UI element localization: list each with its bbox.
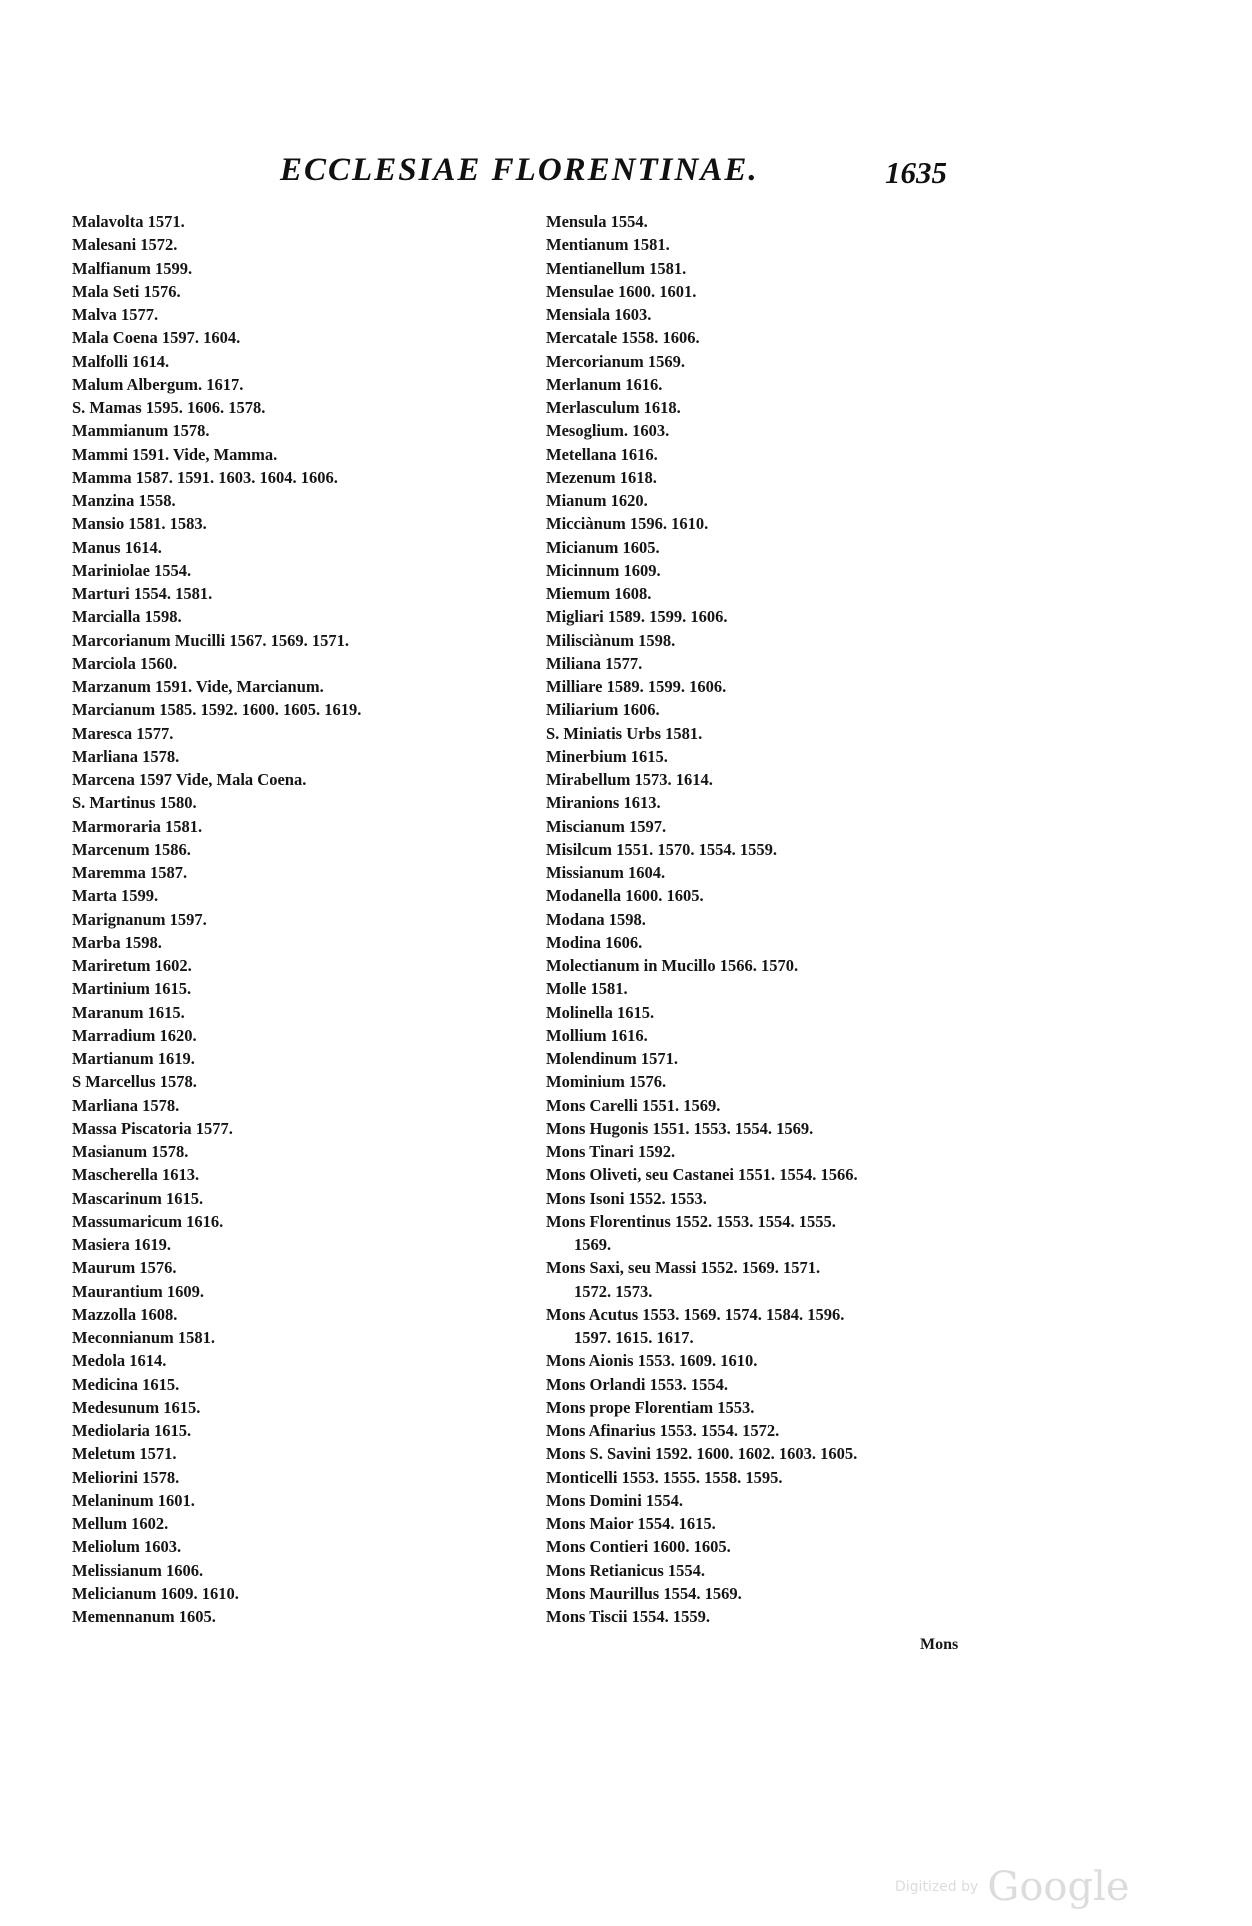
index-entry: Marzanum 1591. Vide, Marcianum. [72, 677, 324, 696]
index-entry: Mianum 1620. [546, 491, 648, 510]
index-entry: S. Mamas 1595. 1606. 1578. [72, 398, 266, 417]
index-entry: Mons S. Savini 1592. 1600. 1602. 1603. 1605. [546, 1444, 858, 1464]
index-entry: S Marcellus 1578. [72, 1072, 197, 1092]
index-entry: Malfolli 1614. [72, 351, 170, 371]
index-entry: Mammianum 1578. [72, 421, 210, 441]
index-entry: Marmoraria 1581. [72, 816, 203, 836]
index-entry: Malfianum 1599. [72, 258, 193, 278]
index-entry: Masiera 1619. [72, 1235, 171, 1254]
index-entry: S. Miniatis Urbs 1581. [546, 723, 703, 743]
index-entry: Marturi 1554. 1581. [72, 584, 213, 603]
index-entry: Milliare 1589. 1599. 1606. [546, 677, 727, 696]
index-entry: Merlanum 1616. [546, 374, 663, 394]
index-entry: Maranum 1615. [72, 1002, 185, 1022]
index-entry: Maremma 1587. [72, 863, 188, 882]
index-entry: Maurum 1576. [72, 1258, 177, 1278]
index-entry: Micciànum 1596. 1610. [546, 514, 709, 534]
index-entry: Maresca 1577. [72, 723, 174, 743]
index-entry: Mentianum 1581. [546, 235, 670, 255]
index-entry: Maurantium 1609. [72, 1281, 204, 1301]
index-entry: Mariretum 1602. [72, 956, 192, 975]
index-entry: Mons Acutus 1553. 1569. 1574. 1584. 1596. [546, 1304, 845, 1324]
index-entry: Massumaricum 1616. [72, 1211, 224, 1231]
index-entry: Martinium 1615. [72, 979, 192, 999]
index-entry: Massa Piscatoria 1577. [72, 1118, 233, 1138]
index-entry: Modana 1598. [546, 909, 646, 929]
index-entry: Mesoglium. 1603. [546, 421, 670, 441]
index-entry: Marignanum 1597. [72, 909, 207, 929]
index-entry: Molle 1581. [546, 979, 628, 999]
index-entry: Molectianum in Mucillo 1566. 1570. [546, 956, 799, 975]
index-entry: Mammi 1591. Vide, Mamma. [72, 444, 278, 464]
index-entry: Malavolta 1571. [72, 212, 185, 231]
index-entry: Memennanum 1605. [72, 1607, 216, 1626]
index-entry: Mons Saxi, seu Massi 1552. 1569. 1571. [546, 1258, 821, 1278]
index-entry: Monticelli 1553. 1555. 1558. 1595. [546, 1467, 783, 1487]
index-entry: Manzina 1558. [72, 491, 176, 510]
index-entry: Manus 1614. [72, 537, 162, 557]
index-entry: Mellum 1602. [72, 1514, 169, 1533]
index-entry: Mons Oliveti, seu Castanei 1551. 1554. 1566. [546, 1165, 858, 1185]
index-entry: Marliana 1578. [72, 746, 180, 766]
index-entry: Miliana 1577. [546, 653, 643, 673]
index-entry: Mons prope Florentiam 1553. [546, 1397, 755, 1417]
page-number: 1635 [885, 155, 947, 190]
index-entry: Mansio 1581. 1583. [72, 514, 207, 534]
index-entry: 1569. [574, 1235, 612, 1254]
index-entry: Malum Albergum. 1617. [72, 374, 244, 394]
index-entry: Meletum 1571. [72, 1444, 177, 1464]
index-entry: Mamma 1587. 1591. 1603. 1604. 1606. [72, 467, 338, 487]
index-entry: Misilcum 1551. 1570. 1554. 1559. [546, 839, 777, 859]
index-entry: Mediolaria 1615. [72, 1421, 192, 1440]
index-entry: Mollium 1616. [546, 1025, 648, 1045]
index-entry: Milisciànum 1598. [546, 630, 676, 650]
index-entry: Marciola 1560. [72, 653, 178, 673]
index-entry: Melaninum 1601. [72, 1490, 195, 1510]
index-entry: Martianum 1619. [72, 1049, 195, 1068]
index-entry: Migliari 1589. 1599. 1606. [546, 607, 728, 627]
index-entry: Metellana 1616. [546, 444, 658, 464]
index-entry: Mons Tinari 1592. [546, 1142, 676, 1161]
index-entry: Minerbium 1615. [546, 746, 668, 766]
index-entry: Mensula 1554. [546, 212, 648, 231]
index-entry: Melissianum 1606. [72, 1560, 204, 1580]
index-entry: Marradium 1620. [72, 1025, 197, 1045]
index-entry: Mascarinum 1615. [72, 1188, 204, 1208]
index-entry: Marcena 1597 Vide, Mala Coena. [72, 770, 307, 789]
index-entry: Mentianellum 1581. [546, 258, 687, 278]
index-entry: Mons Isoni 1552. 1553. [546, 1188, 707, 1208]
watermark-prefix: Digitized by [895, 1879, 979, 1895]
index-entry: Mercatale 1558. 1606. [546, 328, 700, 348]
index-entry: Meconnianum 1581. [72, 1328, 216, 1347]
index-entry: Mons Tiscii 1554. 1559. [546, 1607, 710, 1626]
index-entry: Marta 1599. [72, 886, 159, 906]
right-column [546, 210, 1006, 1628]
index-entry: Marcenum 1586. [72, 839, 191, 859]
index-entry: Merlasculum 1618. [546, 398, 681, 417]
index-entry: Mons Hugonis 1551. 1553. 1554. 1569. [546, 1118, 814, 1138]
index-entry: Malva 1577. [72, 305, 159, 324]
index-entry: S. Martinus 1580. [72, 793, 197, 813]
index-entry: Mensiala 1603. [546, 305, 652, 324]
index-entry: Mensulae 1600. 1601. [546, 281, 697, 301]
index-entry: Mezenum 1618. [546, 467, 657, 487]
index-entry: Melicianum 1609. 1610. [72, 1583, 239, 1603]
index-entry: Micianum 1605. [546, 537, 660, 557]
index-entry: Marba 1598. [72, 932, 162, 952]
index-entry: Medesunum 1615. [72, 1397, 201, 1417]
index-entry: Miscianum 1597. [546, 816, 667, 836]
digitized-watermark [895, 1864, 1130, 1910]
index-entry: Mercorianum 1569. [546, 351, 686, 371]
index-entry: Mala Coena 1597. 1604. [72, 328, 241, 348]
index-entry: Mons Aionis 1553. 1609. 1610. [546, 1351, 758, 1371]
index-entry: Mariniolae 1554. [72, 560, 192, 580]
index-entry: Mominium 1576. [546, 1072, 667, 1092]
index-entry: Mazzolla 1608. [72, 1304, 178, 1324]
index-entry: Medicina 1615. [72, 1374, 180, 1394]
catchword: Mons [920, 1636, 959, 1653]
index-entry: Modanella 1600. 1605. [546, 886, 704, 906]
index-entry: Masianum 1578. [72, 1142, 189, 1161]
index-entry: Miranions 1613. [546, 793, 661, 813]
index-entry: Meliolum 1603. [72, 1537, 182, 1557]
index-entry: Medola 1614. [72, 1351, 167, 1371]
index-entry: 1597. 1615. 1617. [574, 1328, 694, 1347]
index-entry: Marcialla 1598. [72, 607, 182, 627]
index-entry: 1572. 1573. [574, 1281, 653, 1301]
index-entry: Mons Maior 1554. 1615. [546, 1514, 716, 1533]
index-entry: Malesani 1572. [72, 235, 178, 255]
index-entry: Mons Contieri 1600. 1605. [546, 1537, 731, 1557]
index-entry: Mons Maurillus 1554. 1569. [546, 1583, 742, 1603]
watermark-brand: Google [987, 1864, 1130, 1910]
index-entry: Missianum 1604. [546, 863, 666, 882]
index-entry: Mons Retianicus 1554. [546, 1560, 706, 1580]
index-entry: Miliarium 1606. [546, 700, 660, 720]
index-entry: Marliana 1578. [72, 1095, 180, 1115]
index-entry: Meliorini 1578. [72, 1467, 180, 1487]
index-entry: Mascherella 1613. [72, 1165, 200, 1185]
running-head: ECCLESIAE FLORENTINAE. [280, 152, 759, 188]
index-entry: Mons Domini 1554. [546, 1490, 684, 1510]
left-column [72, 210, 542, 1628]
index-entry: Mirabellum 1573. 1614. [546, 770, 713, 789]
index-entry: Micinnum 1609. [546, 560, 661, 580]
index-entry: Marcianum 1585. 1592. 1600. 1605. 1619. [72, 700, 362, 720]
index-entry: Molendinum 1571. [546, 1049, 679, 1068]
index-entry: Mons Florentinus 1552. 1553. 1554. 1555. [546, 1211, 836, 1231]
index-entry: Mala Seti 1576. [72, 281, 181, 301]
index-entry: Modina 1606. [546, 932, 643, 952]
index-entry: Miemum 1608. [546, 584, 652, 603]
index-entry: Mons Orlandi 1553. 1554. [546, 1374, 728, 1394]
index-entry: Marcorianum Mucilli 1567. 1569. 1571. [72, 630, 349, 650]
index-entry: Mons Carelli 1551. 1569. [546, 1095, 721, 1115]
index-entry: Mons Afinarius 1553. 1554. 1572. [546, 1421, 780, 1440]
index-entry: Molinella 1615. [546, 1002, 655, 1022]
